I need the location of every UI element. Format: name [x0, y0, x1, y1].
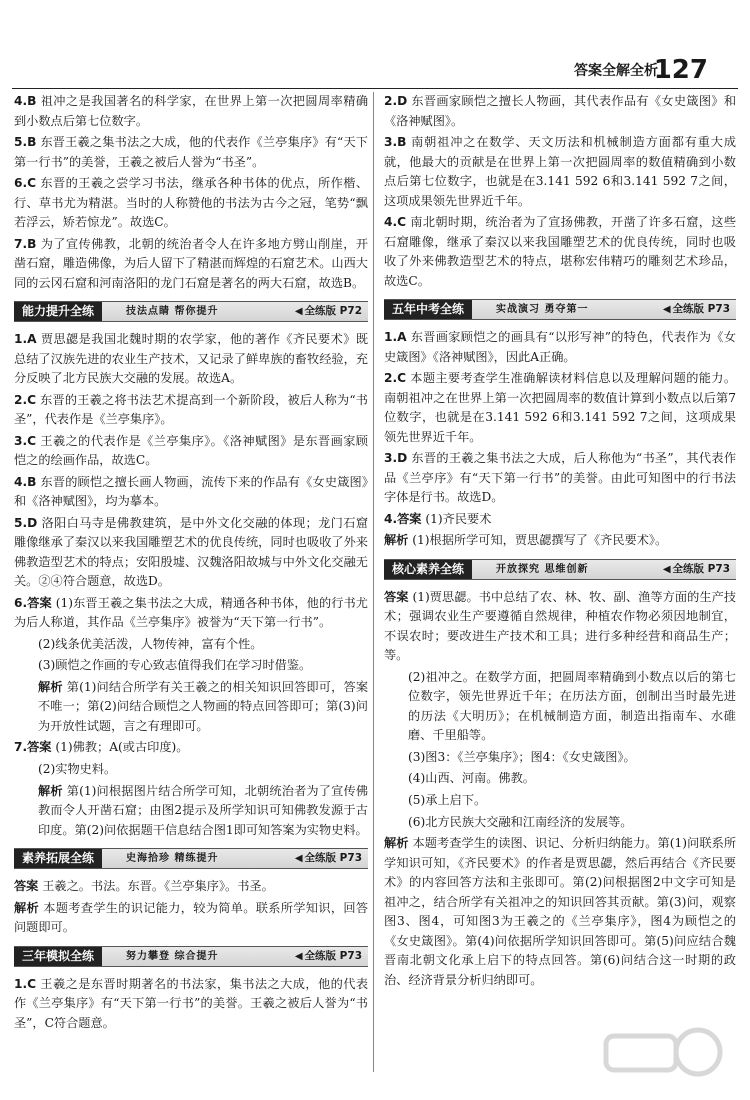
section-subtitle: 技法点睛 帮你提升: [126, 306, 219, 318]
analysis: 解析 第(1)问结合所学有关王羲之的相关知识回答即可，答案不唯一；第(2)问结合顾恺之人物画的特点回答即可；第(3)问为开放性试题，言之有理即可。: [38, 679, 369, 733]
page-number: 127: [653, 55, 708, 85]
answer-item: 2.C 本题主要考查学生准确解读材料信息以及理解问题的能力。南朝祖冲之在世界上第一次把圆周率的数值计算到小数点以后第7位数字，也就是在3.141 592 6和3.141 592 7之间，这项成果领先世界近千年。: [384, 371, 737, 444]
column-divider: [373, 92, 374, 1072]
section-tag: 三年模拟全练: [14, 947, 102, 966]
section-subtitle: 开放探究 思维创新: [496, 563, 589, 575]
section-subtitle: 史海拾珍 精练提升: [126, 853, 219, 865]
page-header: [0, 0, 750, 86]
answer-line: (5)承上启下。: [408, 792, 487, 807]
send-icon: ◀: [294, 853, 303, 865]
send-icon: ◀: [294, 306, 303, 318]
left-column: [14, 92, 368, 1035]
answer-line: (2)实物史料。: [38, 761, 117, 776]
answer-item: 3.B 南朝祖冲之在数学、天文历法和机械制造方面都有重大成就，他最大的贡献是在世界上第一次把圆周率的数值精确到小数点后第七位数字，也就是在3.141 592 6和3.141 592 7之间，这项成果领先世界近千年。: [384, 135, 737, 208]
analysis: 解析 本题考查学生的识记能力，较为简单。联系所学知识，回答问题即可。: [14, 900, 369, 935]
section-header-core: [384, 559, 736, 580]
section-ref: ◀ 全练版 P73: [663, 560, 730, 579]
send-icon: ◀: [662, 563, 671, 575]
answer-item: 6.C 东晋的王羲之尝学习书法，继承各种书体的优点，所作楷、行、草书尤为精湛。当时的人称赞他的书法为古今之冠，笔势“飘若浮云，矫若惊龙”。故选C。: [14, 176, 369, 230]
send-icon: ◀: [662, 304, 671, 316]
answer-line: (2)祖冲之。在数学方面，把圆周率精确到小数点以后的第七位数字，领先世界近千年；在历法方面，创制出当时最先进的历法《大明历》；在机械制造方面，制造出指南车、水碓磨、千里船等。: [408, 669, 736, 743]
answer-item: 1.C 王羲之是东晋时期著名的书法家，集书法之大成，他的代表作《兰亭集序》有“天下第一行书”的美誉。王羲之被后人誉为“书圣”，C符合题意。: [14, 976, 369, 1030]
right-column: [384, 92, 736, 992]
analysis: 解析 第(1)问根据图片结合所学可知，北朝统治者为了宣传佛教而令人开凿石窟；由图2提示及所学知识可知佛教发源于古印度。第(2)问依据题干信息结合图1即可知答案为实物史料。: [38, 783, 369, 837]
answer-item: 答案 王羲之。书法。东晋。《兰亭集序》。书圣。: [14, 879, 274, 894]
answer-line: (6)北方民族大交融和江南经济的发展等。: [408, 814, 633, 829]
answer-line: (4)山西、河南。佛教。: [408, 771, 535, 786]
section-tag: 核心素养全练: [384, 560, 472, 579]
section-header-literacy: [14, 848, 368, 869]
answer-item: 2.C 东晋的王羲之将书法艺术提高到一个新阶段，被后人称为“书圣”，代表作是《兰亭集序》。: [14, 392, 368, 427]
answer-line: 答案 (1)贾思勰。书中总结了农、林、牧、副、渔等方面的生产技术；强调农业生产要遵循自然规律，种植农作物必须因地制宜，不误农时；要改进生产技术和工具；进行多种经营和商品生产；等。: [384, 589, 737, 663]
section-header-mock: [14, 946, 368, 967]
section-tag: 素养拓展全练: [14, 849, 102, 868]
send-icon: ◀: [294, 950, 303, 962]
section-header-exam: [384, 299, 736, 320]
answer-item: 3.D 东晋的王羲之集书法之大成，后人称他为“书圣”，其代表作品《兰亭序》有“天下第一行书”的美誉。由此可知图中的行书法字体是行书。故选D。: [384, 451, 737, 505]
section-subtitle: 努力攀登 综合提升: [126, 950, 219, 962]
header-label: 答案全解全析: [574, 63, 658, 79]
section-tag: 五年中考全练: [384, 300, 472, 319]
answer-item-6: 6.答案 (1)东晋王羲之集书法之大成，精通各种书体，他的行书尤为后人称道，其作品《兰亭集序》被誉为“天下第一行书”。: [14, 595, 368, 630]
section-ref: ◀ 全练版 P73: [663, 300, 730, 319]
section-tag: 能力提升全练: [14, 302, 102, 321]
answer-item: 5.B 东晋王羲之集书法之大成，他的代表作《兰亭集序》有“天下第一行书”的美誉，王羲之被后人誉为“书圣”。: [14, 135, 368, 169]
answer-item: 4.C 南北朝时期，统治者为了宣扬佛教，开凿了许多石窟，这些石窟雕像，继承了秦汉以来我国雕塑艺术的优良传统，同时也吸收了外来佛教造型艺术的特点，堪称宏伟精巧的雕刻艺术珍品，故选C。: [384, 215, 737, 288]
section-subtitle: 实战演习 勇夺第一: [496, 304, 589, 316]
section-ref: ◀ 全练版 P73: [295, 947, 362, 966]
analysis: 解析 本题考查学生的读图、识记、分析归纳能力。第(1)问联系所学知识可知，《齐民要术》的作者是贾思勰，然后再结合《齐民要术》的内容回答方法和主张即可。第(2)问根据图2中文字可知是祖冲之，结合所学有关祖冲之的知识回答其贡献。第(3)问，观察图3、图4，可知图3为王羲之的《兰亭集序》，图4为顾恺之的《女史箴图》。第(4)问依据所学知识回答即可。第(5)问应结合魏晋南北朝文化承上启下的特点回答。第(6)问结合这一时期的政治、经济背景分析归纳即可。: [384, 836, 737, 987]
answer-item: 4.B 东晋的顾恺之擅长画人物画，流传下来的作品有《女史箴图》和《洛神赋图》，均为摹本。: [14, 474, 369, 509]
answer-line: (3)顾恺之作画的专心致志值得我们在学习时借鉴。: [38, 658, 312, 673]
answer-item: 1.A 东晋画家顾恺之的画具有“以形写神”的特色，代表作为《女史箴图》《洛神赋图》，因此A正确。: [384, 330, 736, 364]
answer-item: 7.B 为了宣传佛教，北朝的统治者令人在许多地方劈山削崖，开凿石窟，雕造佛像，为后人留下了精湛而辉煌的石窟艺术。山西大同的云冈石窟和河南洛阳的龙门石窟是著名的两大石窟，故选B。: [14, 236, 369, 290]
section-ref: ◀ 全练版 P73: [295, 849, 362, 868]
section-ref: ◀ 全练版 P72: [295, 302, 362, 321]
header-rule: [12, 88, 738, 89]
watermark-logo: [600, 1022, 730, 1092]
answer-item-4: 4.答案 (1)齐民要术: [384, 511, 492, 526]
answer-item: 5.D 洛阳白马寺是佛教建筑，是中外文化交融的体现；龙门石窟雕像继承了秦汉以来我国雕塑艺术的优良传统，同时也吸收了外来佛教造型艺术的特点；安阳殷墟、汉魏洛阳故城与中外文化交融无关。②④符合题意，故选D。: [14, 515, 369, 589]
answer-item: 1.A 贾思勰是我国北魏时期的农学家，他的著作《齐民要术》既总结了汉族先进的农业生产技术，又记录了鲜卑族的畜牧经验，充分反映了北方民族大交融的发展。故选A。: [14, 332, 369, 386]
answer-item-7: 7.答案 (1)佛教；A(或古印度)。: [14, 740, 189, 755]
answer-item: 4.B 祖冲之是我国著名的科学家，在世界上第一次把圆周率精确到小数点后第七位数字。: [14, 94, 369, 128]
answer-item: 2.D 东晋画家顾恺之擅长人物画，其代表作品有《女史箴图》和《洛神赋图》。: [384, 94, 737, 128]
analysis: 解析 (1)根据所学可知，贾思勰撰写了《齐民要术》。: [384, 533, 668, 548]
section-header-ability: [14, 301, 368, 322]
answer-line: (3)图3：《兰亭集序》；图4：《女史箴图》。: [408, 749, 636, 764]
answer-line: (2)线条优美活泼，人物传神，富有个性。: [38, 636, 263, 651]
answer-item: 3.C 王羲之的代表作是《兰亭集序》。《洛神赋图》是东晋画家顾恺之的绘画作品，故选C。: [14, 433, 368, 468]
